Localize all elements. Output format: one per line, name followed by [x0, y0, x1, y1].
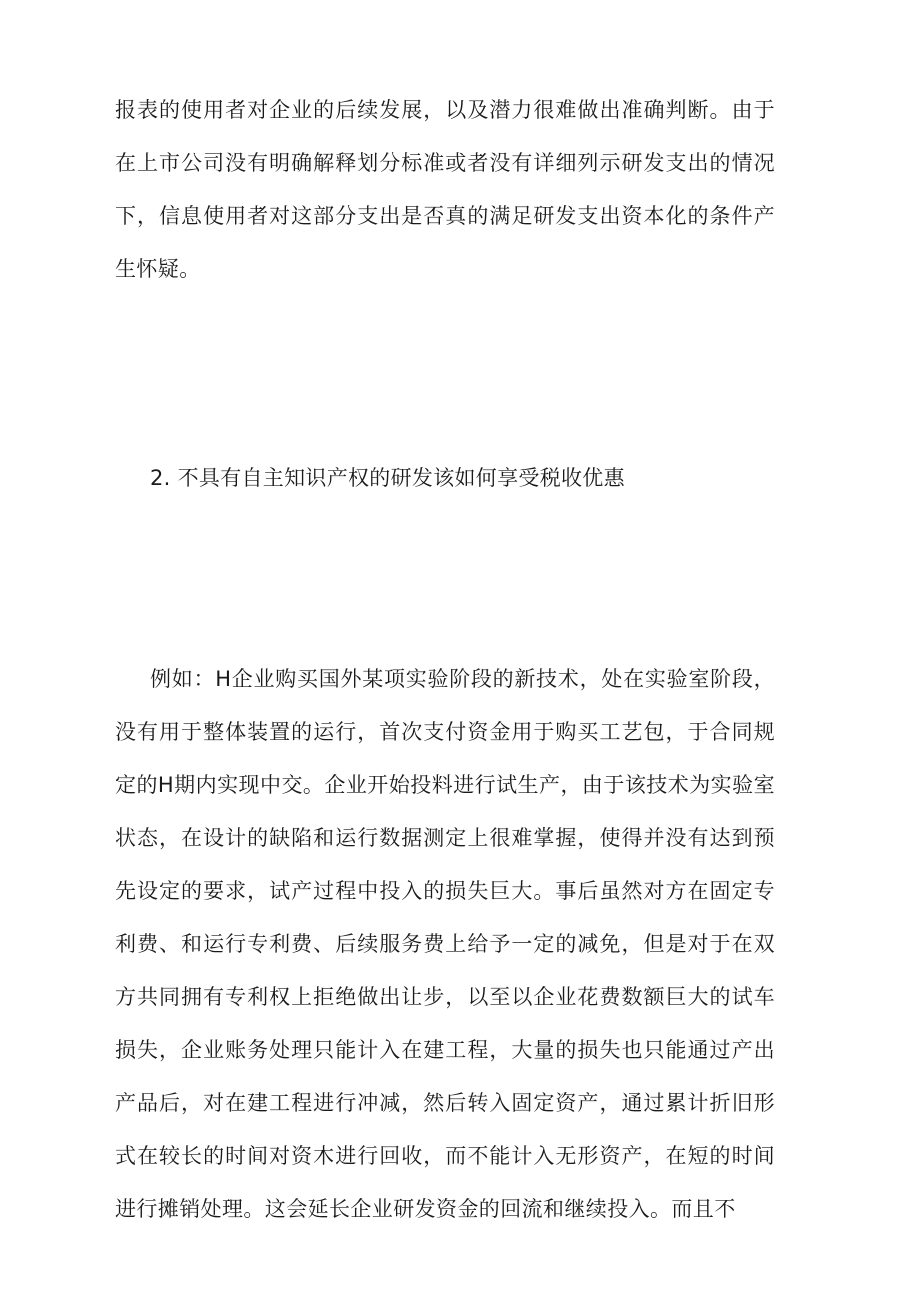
paragraph-example: 例如：H企业购买国外某项实验阶段的新技术，处在实验室阶段，没有用于整体装置的运行，首次支付资金用于购买工艺包，于合同规定的H期内实现中交。企业开始投料进行试生产，由于该技术为实验室状态，在设计的缺陷和运行数据测定上很难掌握，使得并没有达到预先设定的要求，试产过程中投入的损失巨大。事后虽然对方在固定专利费、和运行专利费、后续服务费上给予一定的减免，但是对于在双方共同拥有专利权上拒绝做出让步，以至以企业花费数额巨大的试车损失，企业账务处理只能计入在建工程，大量的损失也只能通过产出产品后，对在建工程进行冲减，然后转入固定资产，通过累计折旧形式在较长的时间对资木进行回收，而不能计入无形资产，在短的时间进行摊销处理。这会延长企业研发资金的回流和继续投入。而且不	[115, 667, 775, 1221]
section-heading: 2. 不具有自主知识产权的研发该如何享受税收优惠	[150, 466, 625, 490]
paragraph-continuation: 报表的使用者对企业的后续发展，以及潜力很难做出准确判断。由于在上市公司没有明确解释划分标准或者没有详细列示研发支出的情况下，信息使用者对这部分支出是否真的满足研发支出资本化的条件产生怀疑。	[115, 98, 775, 281]
